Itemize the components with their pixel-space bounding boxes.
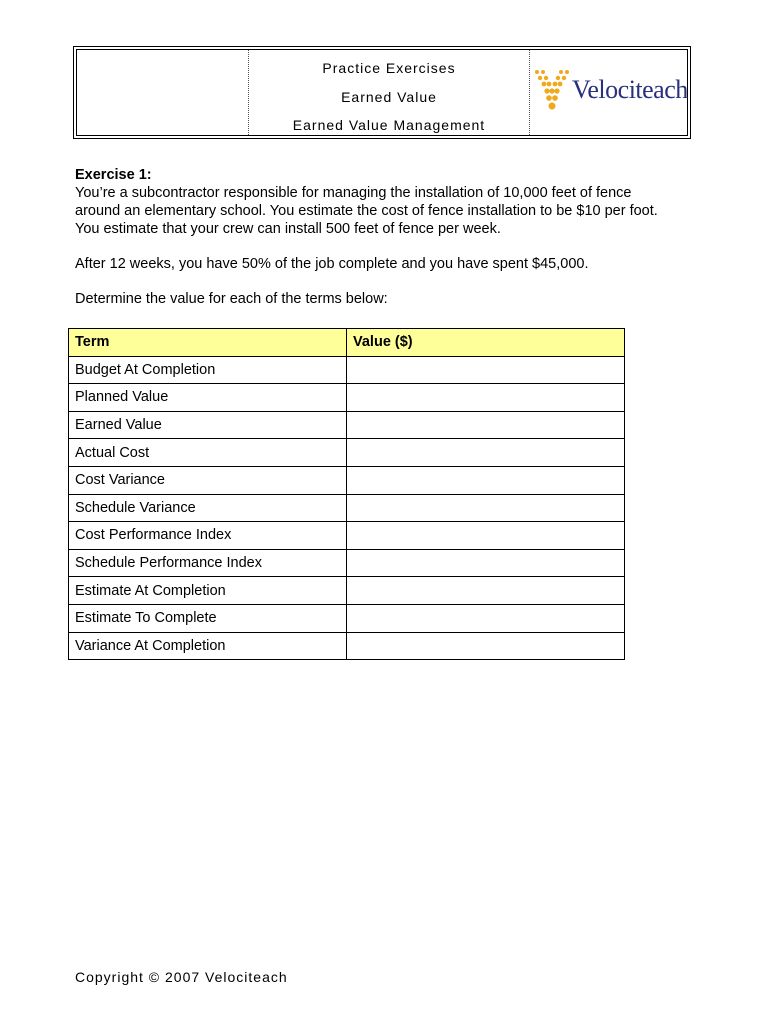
- table-row: [69, 494, 625, 522]
- value-header: Value ($): [347, 329, 625, 357]
- header-line-subject: Earned Value Management: [292, 117, 486, 133]
- table-row: [69, 632, 625, 660]
- term-cell: Planned Value: [69, 384, 347, 412]
- term-cell: Cost Performance Index: [69, 522, 347, 550]
- term-cell: Actual Cost: [69, 439, 347, 467]
- exercise-instruction: Determine the value for each of the terms below:: [75, 291, 388, 307]
- value-cell[interactable]: [347, 439, 625, 467]
- term-cell: Schedule Performance Index: [69, 549, 347, 577]
- value-cell[interactable]: [347, 494, 625, 522]
- header-blank-cell: [77, 50, 249, 135]
- table-row: [69, 439, 625, 467]
- value-cell[interactable]: [347, 356, 625, 384]
- terms-table: [68, 328, 625, 660]
- exercise-line-2: around an elementary school. You estimate the cost of fence installation to be $10 per foot.: [75, 203, 658, 219]
- value-cell[interactable]: [347, 384, 625, 412]
- exercise-section: [75, 166, 715, 308]
- header-line-topic: Earned Value: [341, 89, 437, 105]
- term-cell: Variance At Completion: [69, 632, 347, 660]
- table-row: [69, 549, 625, 577]
- value-cell[interactable]: [347, 577, 625, 605]
- table-row: [69, 577, 625, 605]
- table-row: [69, 522, 625, 550]
- value-cell[interactable]: [347, 549, 625, 577]
- exercise-title: Exercise 1:: [75, 167, 152, 183]
- table-row: [69, 604, 625, 632]
- value-cell[interactable]: [347, 522, 625, 550]
- exercise-status: After 12 weeks, you have 50% of the job complete and you have spent $45,000.: [75, 256, 589, 272]
- term-cell: Cost Variance: [69, 466, 347, 494]
- header-line-practice: Practice Exercises: [322, 60, 456, 76]
- term-cell: Estimate To Complete: [69, 604, 347, 632]
- term-cell: Schedule Variance: [69, 494, 347, 522]
- table-row: [69, 356, 625, 384]
- term-cell: Estimate At Completion: [69, 577, 347, 605]
- logo-text: Velociteach: [572, 75, 688, 104]
- copyright-footer: Copyright © 2007 Velociteach: [75, 969, 288, 985]
- velociteach-logo: [534, 64, 694, 114]
- value-cell[interactable]: [347, 632, 625, 660]
- value-cell[interactable]: [347, 411, 625, 439]
- term-header: Term: [69, 329, 347, 357]
- term-cell: Earned Value: [69, 411, 347, 439]
- exercise-line-1: You’re a subcontractor responsible for managing the installation of 10,000 feet of fence: [75, 185, 632, 201]
- table-row: [69, 384, 625, 412]
- header-logo-cell: [530, 50, 687, 135]
- table-header-row: [69, 329, 625, 357]
- table-row: [69, 466, 625, 494]
- value-cell[interactable]: [347, 466, 625, 494]
- term-cell: Budget At Completion: [69, 356, 347, 384]
- header-frame: [76, 49, 688, 136]
- value-cell[interactable]: [347, 604, 625, 632]
- velociteach-logo-mark-icon: [534, 68, 570, 114]
- exercise-line-3: You estimate that your crew can install 500 feet of fence per week.: [75, 221, 501, 237]
- header-title-cell: [249, 50, 530, 135]
- table-row: [69, 411, 625, 439]
- document-header: [73, 46, 691, 139]
